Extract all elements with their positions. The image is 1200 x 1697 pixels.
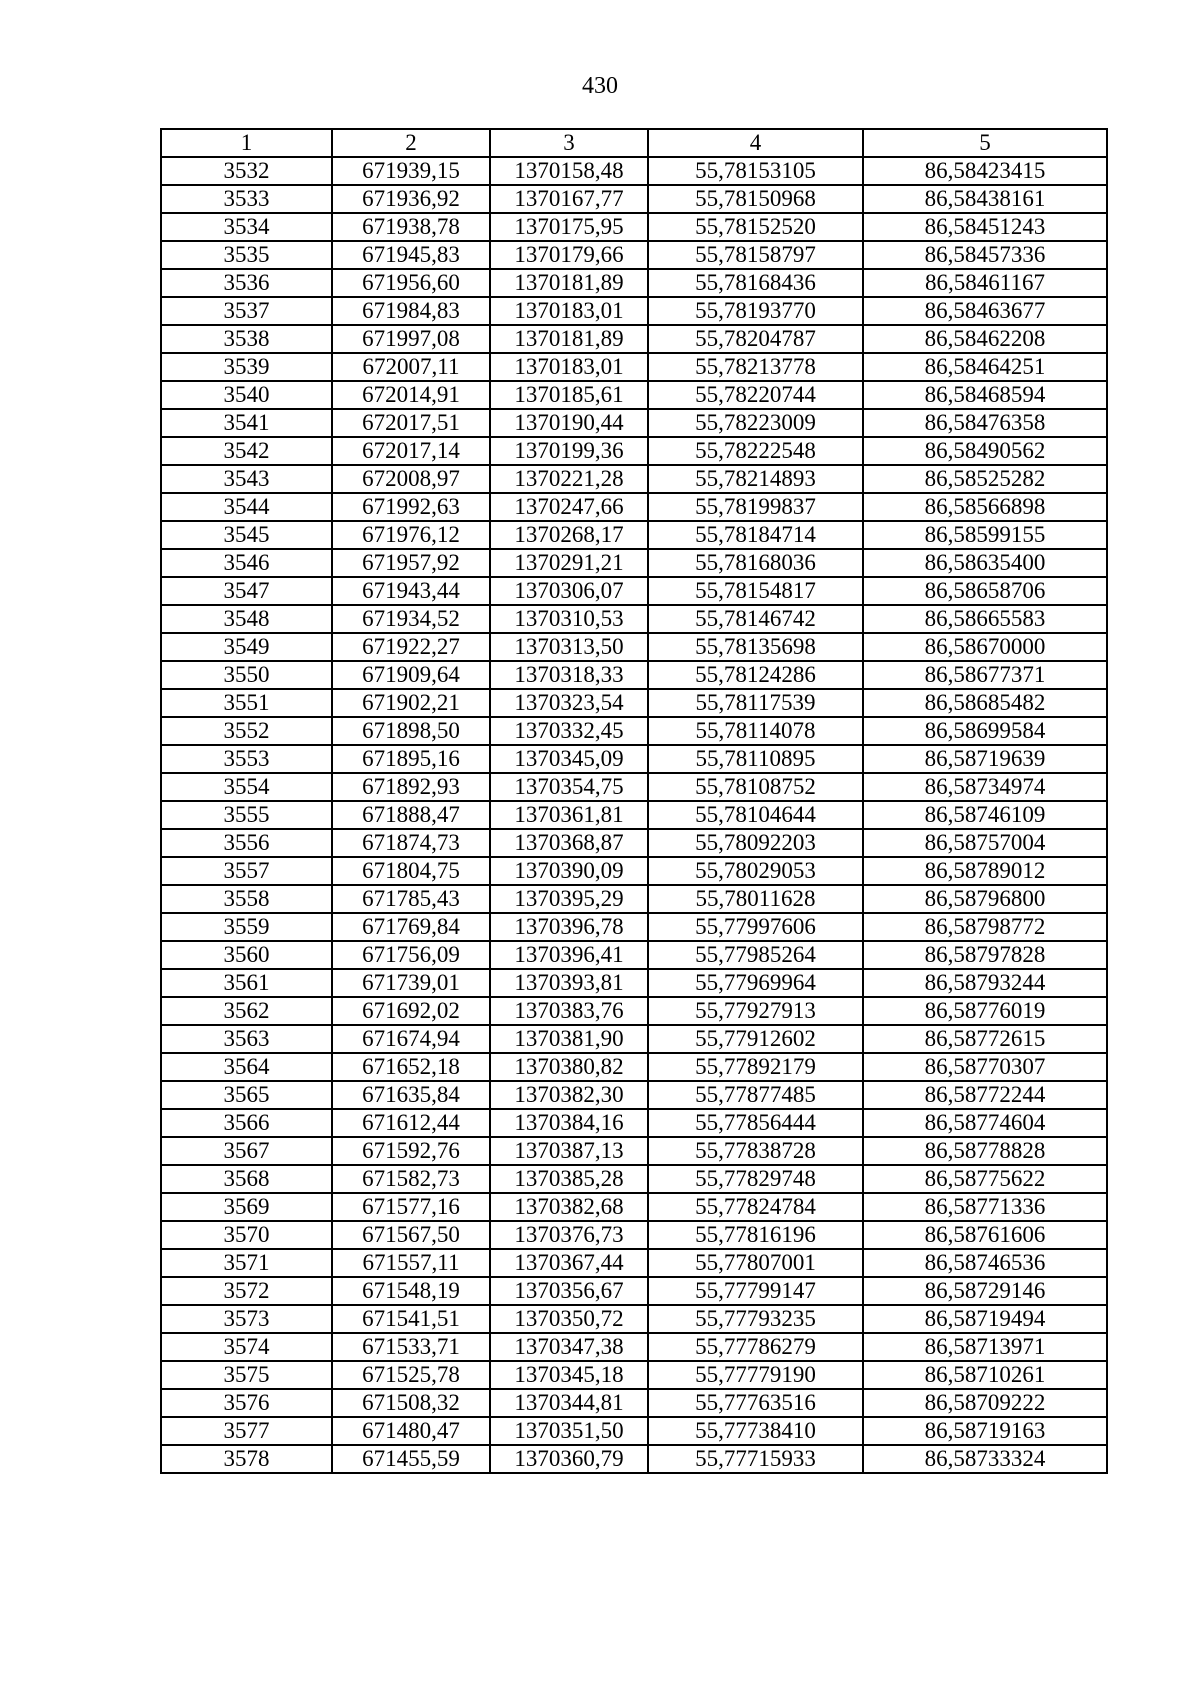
point-number-cell: 3577 xyxy=(161,1417,332,1445)
latitude-cell: 55,78011628 xyxy=(648,885,863,913)
longitude-cell: 86,58797828 xyxy=(863,941,1107,969)
coord-y-cell: 1370247,66 xyxy=(490,493,648,521)
coord-y-cell: 1370345,09 xyxy=(490,745,648,773)
longitude-cell: 86,58719639 xyxy=(863,745,1107,773)
table-row xyxy=(161,577,1107,605)
coord-y-cell: 1370183,01 xyxy=(490,353,648,381)
longitude-cell: 86,58710261 xyxy=(863,1361,1107,1389)
coord-x-cell: 671635,84 xyxy=(332,1081,490,1109)
longitude-cell: 86,58713971 xyxy=(863,1333,1107,1361)
coord-y-cell: 1370354,75 xyxy=(490,773,648,801)
point-number-cell: 3535 xyxy=(161,241,332,269)
latitude-cell: 55,78184714 xyxy=(648,521,863,549)
longitude-cell: 86,58798772 xyxy=(863,913,1107,941)
latitude-cell: 55,78158797 xyxy=(648,241,863,269)
longitude-cell: 86,58772615 xyxy=(863,1025,1107,1053)
header-cell-4: 4 xyxy=(648,129,863,157)
longitude-cell: 86,58709222 xyxy=(863,1389,1107,1417)
longitude-cell: 86,58658706 xyxy=(863,577,1107,605)
longitude-cell: 86,58778828 xyxy=(863,1137,1107,1165)
point-number-cell: 3564 xyxy=(161,1053,332,1081)
coord-y-cell: 1370350,72 xyxy=(490,1305,648,1333)
coord-x-cell: 671756,09 xyxy=(332,941,490,969)
coord-x-cell: 671541,51 xyxy=(332,1305,490,1333)
coord-x-cell: 671892,93 xyxy=(332,773,490,801)
coord-y-cell: 1370347,38 xyxy=(490,1333,648,1361)
table-row xyxy=(161,689,1107,717)
latitude-cell: 55,78213778 xyxy=(648,353,863,381)
coord-y-cell: 1370175,95 xyxy=(490,213,648,241)
latitude-cell: 55,77799147 xyxy=(648,1277,863,1305)
latitude-cell: 55,77738410 xyxy=(648,1417,863,1445)
longitude-cell: 86,58670000 xyxy=(863,633,1107,661)
coord-y-cell: 1370382,30 xyxy=(490,1081,648,1109)
coord-x-cell: 671909,64 xyxy=(332,661,490,689)
longitude-cell: 86,58468594 xyxy=(863,381,1107,409)
table-row xyxy=(161,493,1107,521)
coord-y-cell: 1370268,17 xyxy=(490,521,648,549)
point-number-cell: 3540 xyxy=(161,381,332,409)
point-number-cell: 3536 xyxy=(161,269,332,297)
coord-x-cell: 671582,73 xyxy=(332,1165,490,1193)
table-row xyxy=(161,409,1107,437)
coord-y-cell: 1370396,78 xyxy=(490,913,648,941)
header-cell-3: 3 xyxy=(490,129,648,157)
header-cell-1: 1 xyxy=(161,129,332,157)
latitude-cell: 55,78117539 xyxy=(648,689,863,717)
coord-y-cell: 1370383,76 xyxy=(490,997,648,1025)
longitude-cell: 86,58746109 xyxy=(863,801,1107,829)
coord-y-cell: 1370356,67 xyxy=(490,1277,648,1305)
point-number-cell: 3566 xyxy=(161,1109,332,1137)
longitude-cell: 86,58789012 xyxy=(863,857,1107,885)
coord-y-cell: 1370313,50 xyxy=(490,633,648,661)
coord-y-cell: 1370310,53 xyxy=(490,605,648,633)
longitude-cell: 86,58774604 xyxy=(863,1109,1107,1137)
latitude-cell: 55,78204787 xyxy=(648,325,863,353)
latitude-cell: 55,77807001 xyxy=(648,1249,863,1277)
coord-y-cell: 1370185,61 xyxy=(490,381,648,409)
point-number-cell: 3568 xyxy=(161,1165,332,1193)
coord-y-cell: 1370381,90 xyxy=(490,1025,648,1053)
table-row xyxy=(161,353,1107,381)
table-row xyxy=(161,1417,1107,1445)
latitude-cell: 55,77969964 xyxy=(648,969,863,997)
longitude-cell: 86,58677371 xyxy=(863,661,1107,689)
point-number-cell: 3547 xyxy=(161,577,332,605)
coord-x-cell: 671992,63 xyxy=(332,493,490,521)
table-row xyxy=(161,437,1107,465)
coord-y-cell: 1370345,18 xyxy=(490,1361,648,1389)
coord-x-cell: 671898,50 xyxy=(332,717,490,745)
coord-x-cell: 671652,18 xyxy=(332,1053,490,1081)
point-number-cell: 3545 xyxy=(161,521,332,549)
coord-x-cell: 671936,92 xyxy=(332,185,490,213)
coord-y-cell: 1370387,13 xyxy=(490,1137,648,1165)
table-row xyxy=(161,1389,1107,1417)
longitude-cell: 86,58490562 xyxy=(863,437,1107,465)
latitude-cell: 55,78150968 xyxy=(648,185,863,213)
coord-y-cell: 1370360,79 xyxy=(490,1445,648,1473)
coord-x-cell: 672014,91 xyxy=(332,381,490,409)
table-row xyxy=(161,857,1107,885)
coord-y-cell: 1370368,87 xyxy=(490,829,648,857)
table-row xyxy=(161,913,1107,941)
point-number-cell: 3561 xyxy=(161,969,332,997)
coord-y-cell: 1370167,77 xyxy=(490,185,648,213)
coord-x-cell: 671592,76 xyxy=(332,1137,490,1165)
coord-x-cell: 671984,83 xyxy=(332,297,490,325)
coord-x-cell: 672008,97 xyxy=(332,465,490,493)
latitude-cell: 55,78214893 xyxy=(648,465,863,493)
coord-x-cell: 671922,27 xyxy=(332,633,490,661)
coord-x-cell: 671612,44 xyxy=(332,1109,490,1137)
coord-y-cell: 1370384,16 xyxy=(490,1109,648,1137)
table-row xyxy=(161,1081,1107,1109)
coord-x-cell: 671902,21 xyxy=(332,689,490,717)
latitude-cell: 55,78092203 xyxy=(648,829,863,857)
table-row xyxy=(161,465,1107,493)
table-row xyxy=(161,605,1107,633)
point-number-cell: 3555 xyxy=(161,801,332,829)
point-number-cell: 3576 xyxy=(161,1389,332,1417)
coord-x-cell: 672017,51 xyxy=(332,409,490,437)
coord-y-cell: 1370351,50 xyxy=(490,1417,648,1445)
coord-y-cell: 1370361,81 xyxy=(490,801,648,829)
longitude-cell: 86,58719494 xyxy=(863,1305,1107,1333)
coord-x-cell: 671976,12 xyxy=(332,521,490,549)
table-row xyxy=(161,1361,1107,1389)
coord-x-cell: 671956,60 xyxy=(332,269,490,297)
coord-y-cell: 1370183,01 xyxy=(490,297,648,325)
coord-y-cell: 1370376,73 xyxy=(490,1221,648,1249)
table-row xyxy=(161,717,1107,745)
latitude-cell: 55,77779190 xyxy=(648,1361,863,1389)
coord-x-cell: 671934,52 xyxy=(332,605,490,633)
coord-x-cell: 671769,84 xyxy=(332,913,490,941)
point-number-cell: 3541 xyxy=(161,409,332,437)
coord-x-cell: 671874,73 xyxy=(332,829,490,857)
table-row xyxy=(161,997,1107,1025)
latitude-cell: 55,78223009 xyxy=(648,409,863,437)
longitude-cell: 86,58796800 xyxy=(863,885,1107,913)
coord-x-cell: 671533,71 xyxy=(332,1333,490,1361)
coord-x-cell: 671480,47 xyxy=(332,1417,490,1445)
coord-x-cell: 671895,16 xyxy=(332,745,490,773)
point-number-cell: 3548 xyxy=(161,605,332,633)
table-row xyxy=(161,941,1107,969)
coord-x-cell: 671957,92 xyxy=(332,549,490,577)
coord-x-cell: 671804,75 xyxy=(332,857,490,885)
coord-x-cell: 671674,94 xyxy=(332,1025,490,1053)
longitude-cell: 86,58770307 xyxy=(863,1053,1107,1081)
longitude-cell: 86,58438161 xyxy=(863,185,1107,213)
latitude-cell: 55,78108752 xyxy=(648,773,863,801)
latitude-cell: 55,78110895 xyxy=(648,745,863,773)
coord-y-cell: 1370367,44 xyxy=(490,1249,648,1277)
table-row xyxy=(161,381,1107,409)
table-row xyxy=(161,549,1107,577)
table-header xyxy=(161,129,1107,157)
latitude-cell: 55,78104644 xyxy=(648,801,863,829)
coord-y-cell: 1370382,68 xyxy=(490,1193,648,1221)
longitude-cell: 86,58746536 xyxy=(863,1249,1107,1277)
coord-x-cell: 671997,08 xyxy=(332,325,490,353)
table-row xyxy=(161,185,1107,213)
header-cell-2: 2 xyxy=(332,129,490,157)
point-number-cell: 3537 xyxy=(161,297,332,325)
table-row xyxy=(161,521,1107,549)
latitude-cell: 55,78168036 xyxy=(648,549,863,577)
table-row xyxy=(161,157,1107,185)
longitude-cell: 86,58734974 xyxy=(863,773,1107,801)
coordinates-table xyxy=(160,128,1108,1474)
latitude-cell: 55,78124286 xyxy=(648,661,863,689)
coord-x-cell: 672007,11 xyxy=(332,353,490,381)
latitude-cell: 55,77824784 xyxy=(648,1193,863,1221)
table-row xyxy=(161,1025,1107,1053)
coord-y-cell: 1370344,81 xyxy=(490,1389,648,1417)
latitude-cell: 55,77763516 xyxy=(648,1389,863,1417)
point-number-cell: 3574 xyxy=(161,1333,332,1361)
point-number-cell: 3553 xyxy=(161,745,332,773)
point-number-cell: 3543 xyxy=(161,465,332,493)
table-row xyxy=(161,969,1107,997)
latitude-cell: 55,78154817 xyxy=(648,577,863,605)
coord-y-cell: 1370158,48 xyxy=(490,157,648,185)
longitude-cell: 86,58729146 xyxy=(863,1277,1107,1305)
longitude-cell: 86,58451243 xyxy=(863,213,1107,241)
longitude-cell: 86,58461167 xyxy=(863,269,1107,297)
point-number-cell: 3534 xyxy=(161,213,332,241)
point-number-cell: 3562 xyxy=(161,997,332,1025)
table-row xyxy=(161,1221,1107,1249)
table-row xyxy=(161,801,1107,829)
longitude-cell: 86,58776019 xyxy=(863,997,1107,1025)
point-number-cell: 3544 xyxy=(161,493,332,521)
table-row xyxy=(161,1109,1107,1137)
table-row xyxy=(161,1445,1107,1473)
coord-y-cell: 1370306,07 xyxy=(490,577,648,605)
coord-y-cell: 1370199,36 xyxy=(490,437,648,465)
coord-x-cell: 671692,02 xyxy=(332,997,490,1025)
coord-x-cell: 672017,14 xyxy=(332,437,490,465)
longitude-cell: 86,58423415 xyxy=(863,157,1107,185)
latitude-cell: 55,77838728 xyxy=(648,1137,863,1165)
coord-y-cell: 1370395,29 xyxy=(490,885,648,913)
coord-y-cell: 1370323,54 xyxy=(490,689,648,717)
point-number-cell: 3533 xyxy=(161,185,332,213)
table-row xyxy=(161,1053,1107,1081)
latitude-cell: 55,77892179 xyxy=(648,1053,863,1081)
point-number-cell: 3556 xyxy=(161,829,332,857)
table-row xyxy=(161,1137,1107,1165)
coord-x-cell: 671548,19 xyxy=(332,1277,490,1305)
point-number-cell: 3573 xyxy=(161,1305,332,1333)
point-number-cell: 3570 xyxy=(161,1221,332,1249)
latitude-cell: 55,77985264 xyxy=(648,941,863,969)
coord-y-cell: 1370179,66 xyxy=(490,241,648,269)
table-row xyxy=(161,1333,1107,1361)
latitude-cell: 55,77927913 xyxy=(648,997,863,1025)
longitude-cell: 86,58665583 xyxy=(863,605,1107,633)
coord-x-cell: 671525,78 xyxy=(332,1361,490,1389)
coord-y-cell: 1370221,28 xyxy=(490,465,648,493)
coord-x-cell: 671785,43 xyxy=(332,885,490,913)
longitude-cell: 86,58761606 xyxy=(863,1221,1107,1249)
table-row xyxy=(161,241,1107,269)
longitude-cell: 86,58525282 xyxy=(863,465,1107,493)
coord-x-cell: 671939,15 xyxy=(332,157,490,185)
latitude-cell: 55,78135698 xyxy=(648,633,863,661)
header-row xyxy=(161,129,1107,157)
latitude-cell: 55,77786279 xyxy=(648,1333,863,1361)
coord-y-cell: 1370390,09 xyxy=(490,857,648,885)
coord-y-cell: 1370318,33 xyxy=(490,661,648,689)
table-row xyxy=(161,269,1107,297)
longitude-cell: 86,58566898 xyxy=(863,493,1107,521)
longitude-cell: 86,58599155 xyxy=(863,521,1107,549)
longitude-cell: 86,58463677 xyxy=(863,297,1107,325)
coord-y-cell: 1370380,82 xyxy=(490,1053,648,1081)
point-number-cell: 3575 xyxy=(161,1361,332,1389)
latitude-cell: 55,78152520 xyxy=(648,213,863,241)
latitude-cell: 55,77912602 xyxy=(648,1025,863,1053)
coord-y-cell: 1370291,21 xyxy=(490,549,648,577)
longitude-cell: 86,58775622 xyxy=(863,1165,1107,1193)
point-number-cell: 3550 xyxy=(161,661,332,689)
coord-x-cell: 671938,78 xyxy=(332,213,490,241)
table-row xyxy=(161,1165,1107,1193)
longitude-cell: 86,58685482 xyxy=(863,689,1107,717)
header-cell-5: 5 xyxy=(863,129,1107,157)
point-number-cell: 3538 xyxy=(161,325,332,353)
table-row xyxy=(161,297,1107,325)
longitude-cell: 86,58699584 xyxy=(863,717,1107,745)
coord-x-cell: 671888,47 xyxy=(332,801,490,829)
longitude-cell: 86,58462208 xyxy=(863,325,1107,353)
table-row xyxy=(161,885,1107,913)
longitude-cell: 86,58772244 xyxy=(863,1081,1107,1109)
point-number-cell: 3549 xyxy=(161,633,332,661)
point-number-cell: 3565 xyxy=(161,1081,332,1109)
point-number-cell: 3563 xyxy=(161,1025,332,1053)
latitude-cell: 55,77829748 xyxy=(648,1165,863,1193)
table-row xyxy=(161,661,1107,689)
latitude-cell: 55,78199837 xyxy=(648,493,863,521)
point-number-cell: 3559 xyxy=(161,913,332,941)
latitude-cell: 55,77793235 xyxy=(648,1305,863,1333)
table-row xyxy=(161,1305,1107,1333)
coord-x-cell: 671567,50 xyxy=(332,1221,490,1249)
point-number-cell: 3554 xyxy=(161,773,332,801)
point-number-cell: 3567 xyxy=(161,1137,332,1165)
latitude-cell: 55,78114078 xyxy=(648,717,863,745)
table-row xyxy=(161,745,1107,773)
coord-y-cell: 1370396,41 xyxy=(490,941,648,969)
latitude-cell: 55,77856444 xyxy=(648,1109,863,1137)
point-number-cell: 3571 xyxy=(161,1249,332,1277)
point-number-cell: 3542 xyxy=(161,437,332,465)
latitude-cell: 55,78153105 xyxy=(648,157,863,185)
point-number-cell: 3551 xyxy=(161,689,332,717)
coord-y-cell: 1370393,81 xyxy=(490,969,648,997)
coord-x-cell: 671943,44 xyxy=(332,577,490,605)
page-number: 430 xyxy=(582,73,618,99)
table-row xyxy=(161,773,1107,801)
coord-y-cell: 1370332,45 xyxy=(490,717,648,745)
coord-y-cell: 1370385,28 xyxy=(490,1165,648,1193)
table-row xyxy=(161,1193,1107,1221)
point-number-cell: 3578 xyxy=(161,1445,332,1473)
longitude-cell: 86,58757004 xyxy=(863,829,1107,857)
coord-x-cell: 671508,32 xyxy=(332,1389,490,1417)
longitude-cell: 86,58464251 xyxy=(863,353,1107,381)
longitude-cell: 86,58457336 xyxy=(863,241,1107,269)
point-number-cell: 3539 xyxy=(161,353,332,381)
table-row xyxy=(161,1249,1107,1277)
table-row xyxy=(161,1277,1107,1305)
coord-y-cell: 1370181,89 xyxy=(490,325,648,353)
table-row xyxy=(161,829,1107,857)
latitude-cell: 55,77997606 xyxy=(648,913,863,941)
table-row xyxy=(161,213,1107,241)
coord-y-cell: 1370181,89 xyxy=(490,269,648,297)
table-row xyxy=(161,633,1107,661)
longitude-cell: 86,58771336 xyxy=(863,1193,1107,1221)
coord-x-cell: 671455,59 xyxy=(332,1445,490,1473)
coord-y-cell: 1370190,44 xyxy=(490,409,648,437)
table-row xyxy=(161,325,1107,353)
point-number-cell: 3557 xyxy=(161,857,332,885)
latitude-cell: 55,78146742 xyxy=(648,605,863,633)
latitude-cell: 55,78168436 xyxy=(648,269,863,297)
longitude-cell: 86,58635400 xyxy=(863,549,1107,577)
table-body xyxy=(161,157,1107,1473)
latitude-cell: 55,78029053 xyxy=(648,857,863,885)
latitude-cell: 55,77877485 xyxy=(648,1081,863,1109)
latitude-cell: 55,78220744 xyxy=(648,381,863,409)
latitude-cell: 55,78193770 xyxy=(648,297,863,325)
longitude-cell: 86,58476358 xyxy=(863,409,1107,437)
coord-x-cell: 671945,83 xyxy=(332,241,490,269)
latitude-cell: 55,77816196 xyxy=(648,1221,863,1249)
latitude-cell: 55,78222548 xyxy=(648,437,863,465)
point-number-cell: 3569 xyxy=(161,1193,332,1221)
latitude-cell: 55,77715933 xyxy=(648,1445,863,1473)
point-number-cell: 3572 xyxy=(161,1277,332,1305)
point-number-cell: 3558 xyxy=(161,885,332,913)
point-number-cell: 3532 xyxy=(161,157,332,185)
coord-x-cell: 671577,16 xyxy=(332,1193,490,1221)
point-number-cell: 3552 xyxy=(161,717,332,745)
coord-x-cell: 671739,01 xyxy=(332,969,490,997)
point-number-cell: 3560 xyxy=(161,941,332,969)
coord-x-cell: 671557,11 xyxy=(332,1249,490,1277)
longitude-cell: 86,58733324 xyxy=(863,1445,1107,1473)
longitude-cell: 86,58719163 xyxy=(863,1417,1107,1445)
point-number-cell: 3546 xyxy=(161,549,332,577)
longitude-cell: 86,58793244 xyxy=(863,969,1107,997)
